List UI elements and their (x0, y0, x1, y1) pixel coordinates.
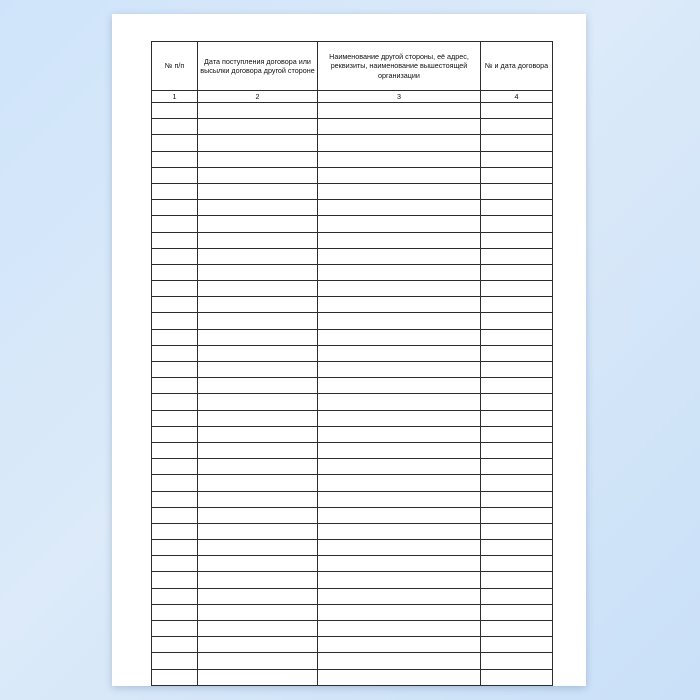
row-cell-number (152, 637, 198, 653)
table-row (152, 637, 553, 653)
row-cell-counterparty (318, 200, 481, 216)
row-cell-contract-number (481, 248, 553, 264)
table-row (152, 653, 553, 669)
table-row (152, 540, 553, 556)
row-cell-contract-number (481, 653, 553, 669)
table-body (152, 42, 553, 686)
row-cell-counterparty (318, 588, 481, 604)
row-cell-number (152, 264, 198, 280)
row-cell-contract-number (481, 119, 553, 135)
row-cell-contract-number (481, 540, 553, 556)
row-cell-number (152, 669, 198, 685)
row-cell-counterparty (318, 459, 481, 475)
row-cell-counterparty (318, 475, 481, 491)
row-cell-date-received (198, 232, 318, 248)
row-cell-counterparty (318, 540, 481, 556)
row-cell-number (152, 653, 198, 669)
row-cell-counterparty (318, 637, 481, 653)
row-cell-counterparty (318, 232, 481, 248)
row-cell-contract-number (481, 297, 553, 313)
row-cell-counterparty (318, 313, 481, 329)
row-cell-number (152, 556, 198, 572)
column-number-3: 3 (318, 91, 481, 103)
row-cell-date-received (198, 183, 318, 199)
row-cell-contract-number (481, 183, 553, 199)
row-cell-contract-number (481, 572, 553, 588)
column-number-1: 1 (152, 91, 198, 103)
row-cell-number (152, 216, 198, 232)
header-cell-contract-number (481, 42, 553, 91)
row-cell-date-received (198, 200, 318, 216)
row-cell-number (152, 523, 198, 539)
row-cell-number (152, 200, 198, 216)
row-cell-counterparty (318, 119, 481, 135)
row-cell-counterparty (318, 297, 481, 313)
row-cell-date-received (198, 426, 318, 442)
row-cell-contract-number (481, 394, 553, 410)
row-cell-date-received (198, 410, 318, 426)
row-cell-counterparty (318, 523, 481, 539)
row-cell-date-received (198, 588, 318, 604)
row-cell-number (152, 394, 198, 410)
row-cell-counterparty (318, 604, 481, 620)
row-cell-counterparty (318, 103, 481, 119)
row-cell-number (152, 313, 198, 329)
table-row (152, 183, 553, 199)
row-cell-contract-number (481, 621, 553, 637)
row-cell-date-received (198, 264, 318, 280)
row-cell-date-received (198, 459, 318, 475)
table-row (152, 232, 553, 248)
table-row (152, 410, 553, 426)
row-cell-counterparty (318, 507, 481, 523)
table-row (152, 604, 553, 620)
table-row (152, 523, 553, 539)
table-row (152, 362, 553, 378)
table-row (152, 119, 553, 135)
table-row (152, 378, 553, 394)
row-cell-date-received (198, 621, 318, 637)
row-cell-date-received (198, 669, 318, 685)
row-cell-counterparty (318, 378, 481, 394)
row-cell-date-received (198, 135, 318, 151)
table-row (152, 394, 553, 410)
row-cell-date-received (198, 442, 318, 458)
table-row (152, 345, 553, 361)
table-row (152, 264, 553, 280)
row-cell-number (152, 103, 198, 119)
row-cell-number (152, 459, 198, 475)
row-cell-counterparty (318, 669, 481, 685)
table-row (152, 167, 553, 183)
row-cell-number (152, 248, 198, 264)
row-cell-counterparty (318, 329, 481, 345)
table-row (152, 669, 553, 685)
row-cell-counterparty (318, 151, 481, 167)
row-cell-date-received (198, 556, 318, 572)
header-cell-number (152, 42, 198, 91)
row-cell-number (152, 621, 198, 637)
row-cell-contract-number (481, 200, 553, 216)
column-number-4: 4 (481, 91, 553, 103)
row-cell-number (152, 151, 198, 167)
row-cell-number (152, 232, 198, 248)
row-cell-date-received (198, 248, 318, 264)
row-cell-contract-number (481, 637, 553, 653)
row-cell-number (152, 604, 198, 620)
row-cell-counterparty (318, 135, 481, 151)
row-cell-contract-number (481, 103, 553, 119)
row-cell-counterparty (318, 442, 481, 458)
header-label-number: № п/п (164, 61, 185, 71)
row-cell-number (152, 572, 198, 588)
row-cell-contract-number (481, 556, 553, 572)
header-label-contract-number: № и дата договора (484, 61, 549, 71)
row-cell-date-received (198, 604, 318, 620)
row-cell-counterparty (318, 281, 481, 297)
row-cell-date-received (198, 475, 318, 491)
table-header-row (152, 42, 553, 91)
row-cell-counterparty (318, 183, 481, 199)
row-cell-counterparty (318, 264, 481, 280)
row-cell-contract-number (481, 345, 553, 361)
header-cell-counterparty (318, 42, 481, 91)
row-cell-contract-number (481, 442, 553, 458)
row-cell-number (152, 135, 198, 151)
row-cell-date-received (198, 345, 318, 361)
document-page (112, 14, 586, 686)
row-cell-number (152, 442, 198, 458)
table-row (152, 572, 553, 588)
row-cell-number (152, 345, 198, 361)
row-cell-counterparty (318, 653, 481, 669)
row-cell-contract-number (481, 459, 553, 475)
row-cell-contract-number (481, 232, 553, 248)
row-cell-contract-number (481, 362, 553, 378)
row-cell-counterparty (318, 394, 481, 410)
table-row (152, 491, 553, 507)
row-cell-date-received (198, 151, 318, 167)
row-cell-date-received (198, 103, 318, 119)
row-cell-number (152, 507, 198, 523)
table-row (152, 621, 553, 637)
row-cell-counterparty (318, 426, 481, 442)
table-row (152, 329, 553, 345)
row-cell-number (152, 362, 198, 378)
row-cell-contract-number (481, 475, 553, 491)
table-row (152, 442, 553, 458)
row-cell-date-received (198, 216, 318, 232)
table-row (152, 151, 553, 167)
table-row (152, 475, 553, 491)
row-cell-date-received (198, 491, 318, 507)
row-cell-contract-number (481, 329, 553, 345)
table-row (152, 313, 553, 329)
table-row (152, 507, 553, 523)
row-cell-date-received (198, 394, 318, 410)
row-cell-counterparty (318, 216, 481, 232)
row-cell-contract-number (481, 167, 553, 183)
row-cell-number (152, 119, 198, 135)
row-cell-number (152, 281, 198, 297)
row-cell-number (152, 329, 198, 345)
row-cell-counterparty (318, 410, 481, 426)
row-cell-counterparty (318, 362, 481, 378)
row-cell-counterparty (318, 491, 481, 507)
table-row (152, 556, 553, 572)
table-row (152, 216, 553, 232)
row-cell-contract-number (481, 523, 553, 539)
row-cell-contract-number (481, 588, 553, 604)
row-cell-date-received (198, 378, 318, 394)
row-cell-contract-number (481, 313, 553, 329)
table-row (152, 588, 553, 604)
row-cell-counterparty (318, 556, 481, 572)
row-cell-number (152, 167, 198, 183)
table-row (152, 297, 553, 313)
header-label-date-received: Дата поступления договора или высылки договора другой стороне (200, 56, 315, 75)
row-cell-date-received (198, 329, 318, 345)
table-row (152, 135, 553, 151)
row-cell-date-received (198, 637, 318, 653)
column-number-2: 2 (198, 91, 318, 103)
row-cell-date-received (198, 507, 318, 523)
table-row (152, 281, 553, 297)
row-cell-contract-number (481, 151, 553, 167)
row-cell-counterparty (318, 572, 481, 588)
row-cell-contract-number (481, 410, 553, 426)
row-cell-date-received (198, 362, 318, 378)
row-cell-contract-number (481, 669, 553, 685)
table-row (152, 459, 553, 475)
row-cell-date-received (198, 281, 318, 297)
registration-table-container (151, 41, 552, 686)
row-cell-date-received (198, 297, 318, 313)
row-cell-counterparty (318, 167, 481, 183)
row-cell-number (152, 297, 198, 313)
registration-table (151, 41, 553, 686)
row-cell-contract-number (481, 604, 553, 620)
row-cell-date-received (198, 119, 318, 135)
row-cell-number (152, 410, 198, 426)
row-cell-date-received (198, 523, 318, 539)
row-cell-date-received (198, 167, 318, 183)
row-cell-contract-number (481, 507, 553, 523)
row-cell-counterparty (318, 345, 481, 361)
row-cell-contract-number (481, 216, 553, 232)
row-cell-contract-number (481, 426, 553, 442)
header-cell-date-received (198, 42, 318, 91)
table-row (152, 426, 553, 442)
header-label-counterparty: Наименование другой стороны, её адрес, реквизиты, наименование вышестоящей организации (329, 51, 469, 80)
row-cell-contract-number (481, 491, 553, 507)
row-cell-counterparty (318, 248, 481, 264)
table-row (152, 103, 553, 119)
row-cell-number (152, 475, 198, 491)
table-row (152, 248, 553, 264)
row-cell-counterparty (318, 621, 481, 637)
row-cell-contract-number (481, 264, 553, 280)
row-cell-contract-number (481, 378, 553, 394)
row-cell-number (152, 491, 198, 507)
row-cell-number (152, 426, 198, 442)
row-cell-number (152, 183, 198, 199)
row-cell-date-received (198, 313, 318, 329)
row-cell-date-received (198, 653, 318, 669)
row-cell-date-received (198, 572, 318, 588)
row-cell-contract-number (481, 135, 553, 151)
row-cell-number (152, 588, 198, 604)
row-cell-number (152, 378, 198, 394)
table-column-numbering-row (152, 91, 553, 103)
row-cell-number (152, 540, 198, 556)
row-cell-date-received (198, 540, 318, 556)
row-cell-contract-number (481, 281, 553, 297)
table-row (152, 200, 553, 216)
